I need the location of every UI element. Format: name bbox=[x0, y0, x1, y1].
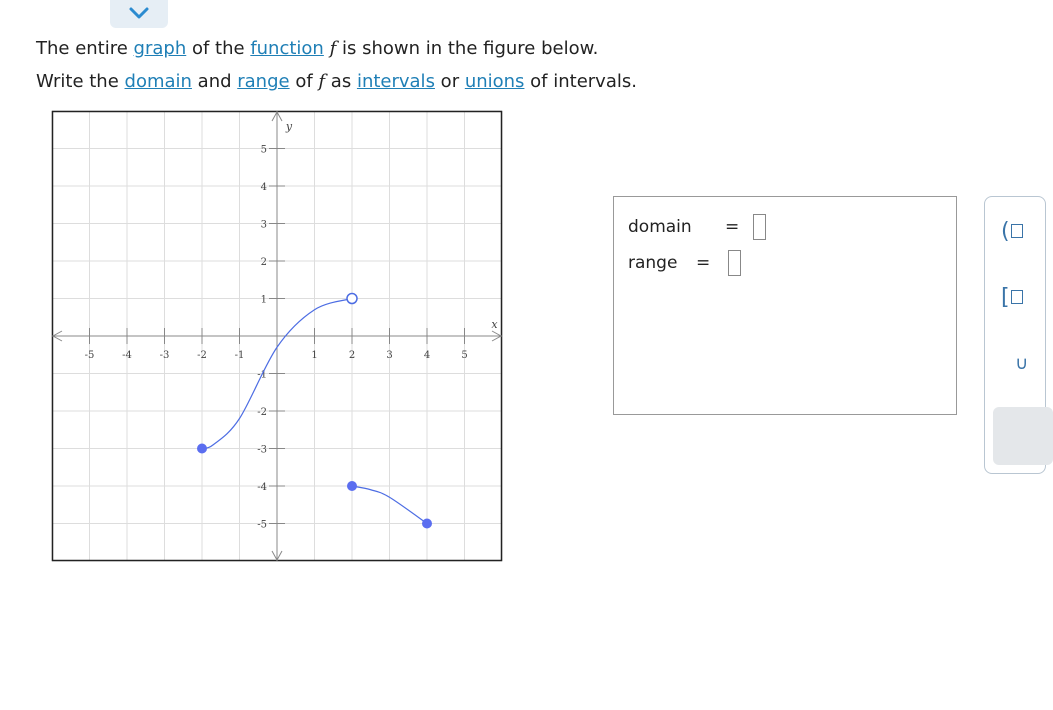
domain-equals: = bbox=[725, 217, 740, 237]
y-tick-label: 3 bbox=[260, 219, 267, 231]
domain-link[interactable]: domain bbox=[124, 71, 192, 92]
function-link[interactable]: function bbox=[250, 38, 324, 59]
x-tick-label: -3 bbox=[159, 350, 170, 361]
open-paren-button[interactable]: ( bbox=[1001, 219, 1023, 244]
range-link[interactable]: range bbox=[237, 71, 290, 92]
clear-button[interactable] bbox=[993, 407, 1053, 465]
x-tick-label: -4 bbox=[122, 350, 132, 361]
range-row bbox=[628, 253, 711, 273]
prompt-line-2: Write the domain and range of f as intervals or unions of intervals. bbox=[36, 71, 637, 92]
chevron-down-icon bbox=[128, 5, 150, 21]
domain-row bbox=[628, 217, 740, 237]
unions-link[interactable]: unions bbox=[464, 71, 525, 92]
x-tick-label: 4 bbox=[423, 350, 431, 361]
placeholder-box-icon bbox=[1011, 290, 1023, 304]
y-tick-label: -3 bbox=[257, 444, 267, 456]
closed-endpoint bbox=[347, 481, 357, 491]
range-input[interactable] bbox=[728, 250, 741, 276]
f-variable: f bbox=[318, 71, 326, 92]
prompt-line-1: The entire graph of the function f is shown in the figure below. bbox=[36, 38, 599, 59]
function-graph bbox=[52, 111, 502, 561]
answer-box bbox=[613, 196, 957, 415]
closed-endpoint bbox=[422, 519, 432, 529]
graph-svg bbox=[52, 111, 502, 561]
range-equals: = bbox=[696, 253, 711, 273]
collapse-button[interactable] bbox=[110, 0, 168, 28]
placeholder-box-icon bbox=[1011, 224, 1023, 238]
range-label: range bbox=[628, 253, 678, 273]
y-tick-label: -1 bbox=[257, 369, 267, 381]
y-tick-label: -4 bbox=[257, 482, 267, 493]
open-bracket-button[interactable]: [ bbox=[1001, 285, 1023, 310]
open-endpoint bbox=[347, 294, 357, 304]
y-tick-label: -5 bbox=[257, 519, 267, 531]
y-tick-label: 4 bbox=[260, 182, 267, 193]
y-tick-label: 1 bbox=[260, 294, 267, 306]
domain-input[interactable] bbox=[753, 214, 766, 240]
x-tick-label: -1 bbox=[234, 350, 245, 361]
union-button[interactable]: ∪ bbox=[1015, 353, 1029, 374]
x-tick-label: 3 bbox=[386, 350, 393, 361]
closed-endpoint bbox=[197, 444, 207, 454]
x-tick-label: -5 bbox=[84, 350, 95, 361]
f-variable: f bbox=[329, 38, 337, 59]
x-axis-label: x bbox=[491, 318, 498, 331]
x-tick-label: -2 bbox=[197, 350, 207, 361]
domain-label: domain bbox=[628, 217, 692, 237]
x-tick-label: 5 bbox=[461, 350, 468, 361]
y-axis-label: y bbox=[285, 120, 293, 133]
y-tick-label: 2 bbox=[260, 257, 267, 268]
x-tick-label: 1 bbox=[311, 350, 318, 361]
intervals-link[interactable]: intervals bbox=[356, 71, 435, 92]
y-tick-label: 5 bbox=[260, 144, 267, 156]
y-tick-label: -2 bbox=[257, 407, 267, 418]
graph-link[interactable]: graph bbox=[133, 38, 187, 59]
x-tick-label: 2 bbox=[348, 350, 356, 361]
interval-palette bbox=[984, 196, 1046, 474]
